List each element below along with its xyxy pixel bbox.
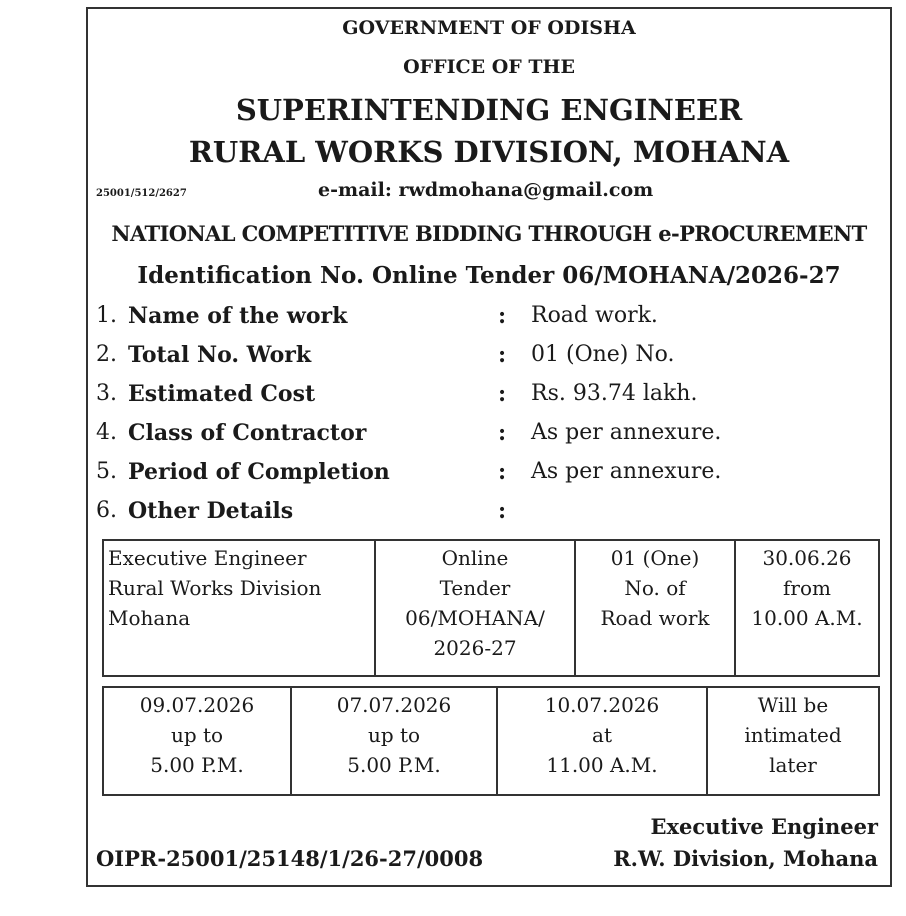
reference-row bbox=[96, 179, 882, 205]
table-row bbox=[103, 687, 879, 795]
identification-number: Identification No. Online Tender 06/MOHANA/2026-27 bbox=[137, 262, 841, 289]
list-item bbox=[88, 303, 888, 333]
cell-line: Road work bbox=[600, 606, 710, 630]
item-label: Class of Contractor bbox=[128, 420, 367, 446]
oipr-number: OIPR-25001/25148/1/26-27/0008 bbox=[96, 846, 484, 871]
item-value: 01 (One) No. bbox=[531, 342, 675, 367]
cell-line: 5.00 P.M. bbox=[150, 753, 244, 777]
tender-notice bbox=[86, 7, 892, 887]
item-number: 3. bbox=[96, 381, 117, 406]
item-value: Road work. bbox=[531, 303, 658, 328]
details-table-2 bbox=[102, 686, 880, 796]
list-item bbox=[88, 459, 888, 489]
item-colon: : bbox=[498, 498, 507, 524]
cell-line: at bbox=[592, 723, 612, 747]
item-colon: : bbox=[498, 459, 507, 485]
item-colon: : bbox=[498, 342, 507, 368]
item-number: 6. bbox=[96, 498, 117, 523]
signatory-office: R.W. Division, Mohana bbox=[613, 846, 878, 871]
cell-line: 10.00 A.M. bbox=[751, 606, 863, 630]
item-number: 5. bbox=[96, 459, 117, 484]
table-cell-tender bbox=[375, 540, 575, 676]
item-colon: : bbox=[498, 303, 507, 329]
item-label: Other Details bbox=[128, 498, 294, 524]
cell-line: 07.07.2026 bbox=[336, 693, 452, 717]
cell-line: later bbox=[769, 753, 817, 777]
item-colon: : bbox=[498, 420, 507, 446]
cell-line: 09.07.2026 bbox=[139, 693, 255, 717]
table-cell-date-3 bbox=[497, 687, 707, 795]
list-item bbox=[88, 498, 888, 528]
office-title: SUPERINTENDING ENGINEER bbox=[235, 93, 743, 127]
cell-line: intimated bbox=[744, 723, 842, 747]
item-number: 2. bbox=[96, 342, 117, 367]
cell-line: 11.00 A.M. bbox=[546, 753, 658, 777]
item-label: Name of the work bbox=[128, 303, 348, 329]
item-value: As per annexure. bbox=[531, 459, 722, 484]
office-heading: OFFICE OF THE bbox=[403, 56, 575, 78]
cell-line: up to bbox=[367, 723, 421, 747]
cell-line: Rural Works Division bbox=[108, 576, 322, 600]
cell-line: 30.06.26 bbox=[762, 546, 852, 570]
table-cell-start-date bbox=[735, 540, 879, 676]
list-item bbox=[88, 420, 888, 450]
item-number: 4. bbox=[96, 420, 117, 445]
cell-line: up to bbox=[170, 723, 224, 747]
bidding-heading: NATIONAL COMPETITIVE BIDDING THROUGH e-PROCUREMENT bbox=[111, 221, 867, 246]
cell-line: 10.07.2026 bbox=[544, 693, 660, 717]
reference-number: 25001/512/2627 bbox=[96, 188, 187, 199]
cell-line: Will be bbox=[757, 693, 829, 717]
email-address: e-mail: rwdmohana@gmail.com bbox=[318, 179, 654, 201]
table-cell-date-1 bbox=[103, 687, 291, 795]
cell-line: 5.00 P.M. bbox=[347, 753, 441, 777]
item-label: Period of Completion bbox=[128, 459, 390, 485]
item-label: Estimated Cost bbox=[128, 381, 316, 407]
govt-heading: GOVERNMENT OF ODISHA bbox=[342, 17, 636, 39]
cell-line: 01 (One) bbox=[610, 546, 700, 570]
table-row bbox=[103, 540, 879, 676]
table-cell-date-2 bbox=[291, 687, 497, 795]
table-cell-authority bbox=[103, 540, 375, 676]
cell-line: from bbox=[783, 576, 831, 600]
item-label: Total No. Work bbox=[128, 342, 312, 368]
list-item bbox=[88, 381, 888, 411]
cell-line: Mohana bbox=[108, 606, 191, 630]
cell-line: Online bbox=[441, 546, 509, 570]
details-table-1 bbox=[102, 539, 880, 677]
item-value: Rs. 93.74 lakh. bbox=[531, 381, 698, 406]
cell-line: Tender bbox=[439, 576, 511, 600]
cell-line: 06/MOHANA/ bbox=[405, 606, 545, 630]
table-cell-date-4 bbox=[707, 687, 879, 795]
cell-line: Executive Engineer bbox=[108, 546, 307, 570]
item-value: As per annexure. bbox=[531, 420, 722, 445]
item-number: 1. bbox=[96, 303, 117, 328]
list-item bbox=[88, 342, 888, 372]
division-title: RURAL WORKS DIVISION, MOHANA bbox=[188, 135, 790, 169]
table-cell-works bbox=[575, 540, 735, 676]
signatory-title: Executive Engineer bbox=[650, 814, 878, 839]
cell-line: No. of bbox=[624, 576, 686, 600]
item-colon: : bbox=[498, 381, 507, 407]
cell-line: 2026-27 bbox=[433, 636, 517, 660]
